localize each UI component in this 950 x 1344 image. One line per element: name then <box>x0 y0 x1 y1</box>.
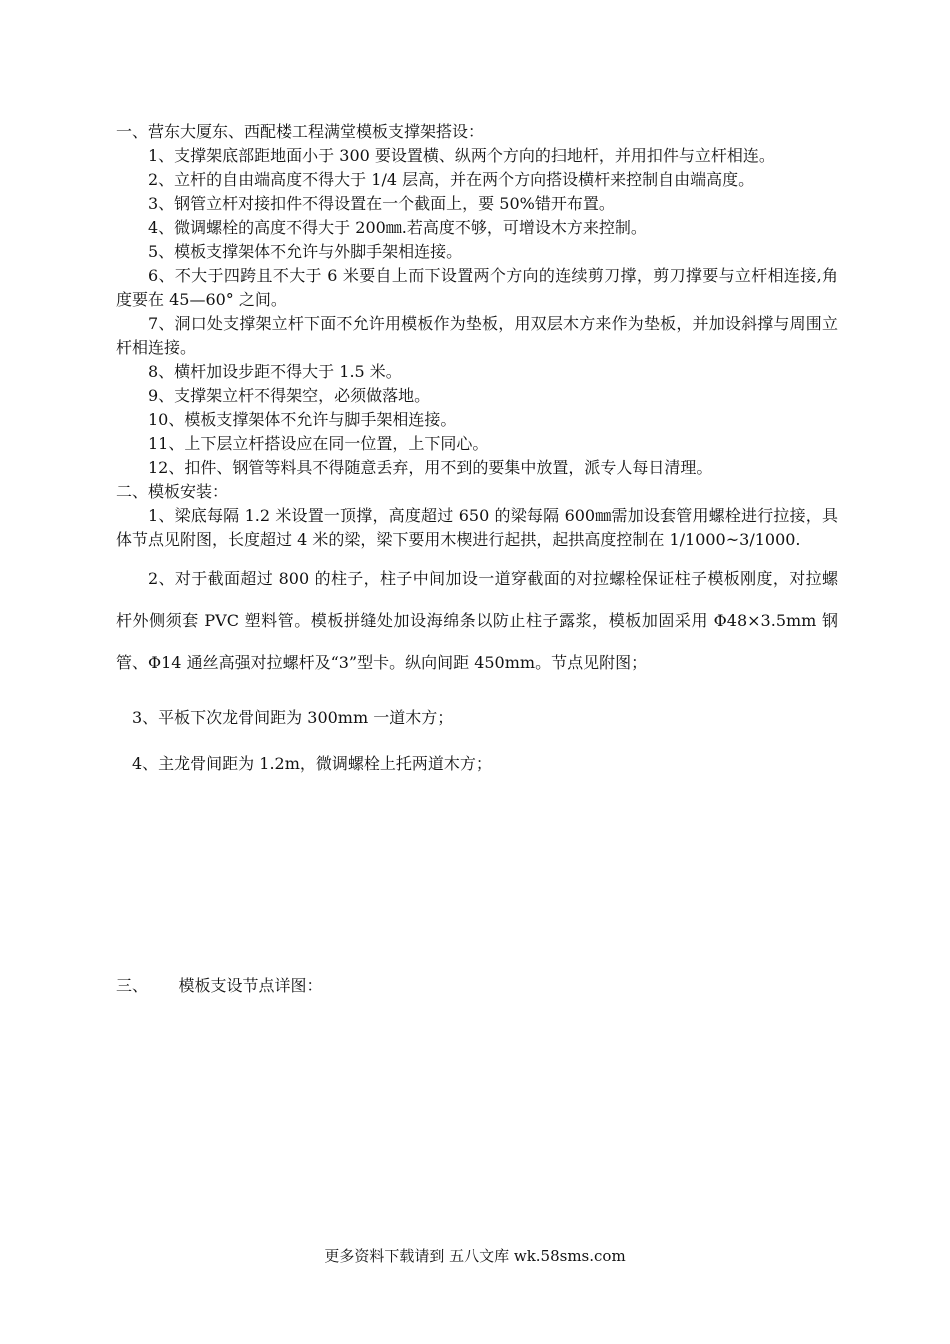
section-1-item-7: 7、洞口处支撑架立杆下面不允许用模板作为垫板，用双层木方来作为垫板，并加设斜撑与周围立杆相连接。 <box>116 314 838 357</box>
section-1-item-2: 2、立杆的自由端高度不得大于 1/4 层高，并在两个方向搭设横杆来控制自由端高度。 <box>148 170 755 189</box>
section-1-item-1: 1、支撑架底部距地面小于 300 要设置横、纵两个方向的扫地杆，并用扣件与立杆相连。 <box>148 146 775 165</box>
section-1-item-4: 4、微调螺栓的高度不得大于 200㎜.若高度不够，可增设木方来控制。 <box>148 218 647 237</box>
section-1-item-8: 8、横杆加设步距不得大于 1.5 米。 <box>148 362 402 381</box>
document-body <box>116 120 838 776</box>
section-2-item-1: 1、梁底每隔 1.2 米设置一顶撑，高度超过 650 的梁每隔 600㎜需加设套管用螺栓进行拉接，具体节点见附图，长度超过 4 米的梁，梁下要用木楔进行起拱，起拱高度控制在 1/1000~3/1000. <box>116 506 838 549</box>
section-2-item-4: 4、主龙骨间距为 1.2m，微调螺栓上托两道木方； <box>132 754 492 773</box>
section-2-heading: 二、模板安装： <box>116 482 229 501</box>
section-3-heading: 三、 模板支设节点详图： <box>116 976 323 995</box>
section-1-item-5: 5、模板支撑架体不允许与外脚手架相连接。 <box>148 242 463 261</box>
section-1-item-10: 10、模板支撑架体不允许与脚手架相连接。 <box>148 410 457 429</box>
section-2-item-2: 2、对于截面超过 800 的柱子，柱子中间加设一道穿截面的对拉螺栓保证柱子模板刚度，对拉螺杆外侧须套 PVC 塑料管。模板拼缝处加设海绵条以防止柱子露浆，模板加固采用 Φ48×3.5mm 钢管、Φ14 通丝高强对拉螺杆及“3”型卡。纵向间距 450mm。节点见附图； <box>116 569 838 672</box>
section-1-item-6: 6、不大于四跨且不大于 6 米要自上而下设置两个方向的连续剪刀撑，剪刀撑要与立杆相连接,角度要在 45—60° 之间。 <box>116 266 838 309</box>
section-1-heading: 一、营东大厦东、西配楼工程满堂模板支撑架搭设： <box>116 122 485 141</box>
footer-text: 更多资料下载请到 五八文库 wk.58sms.com <box>324 1247 626 1265</box>
section-1-item-11: 11、上下层立杆搭设应在同一位置，上下同心。 <box>148 434 489 453</box>
section-2-item-3: 3、平板下次龙骨间距为 300mm 一道木方； <box>132 708 454 727</box>
section-1-item-9: 9、支撑架立杆不得架空，必须做落地。 <box>148 386 431 405</box>
section-1-item-3: 3、钢管立杆对接扣件不得设置在一个截面上，要 50%错开布置。 <box>148 194 615 213</box>
section-1-item-12: 12、扣件、钢管等料具不得随意丢弃，用不到的要集中放置，派专人每日清理。 <box>148 458 713 477</box>
